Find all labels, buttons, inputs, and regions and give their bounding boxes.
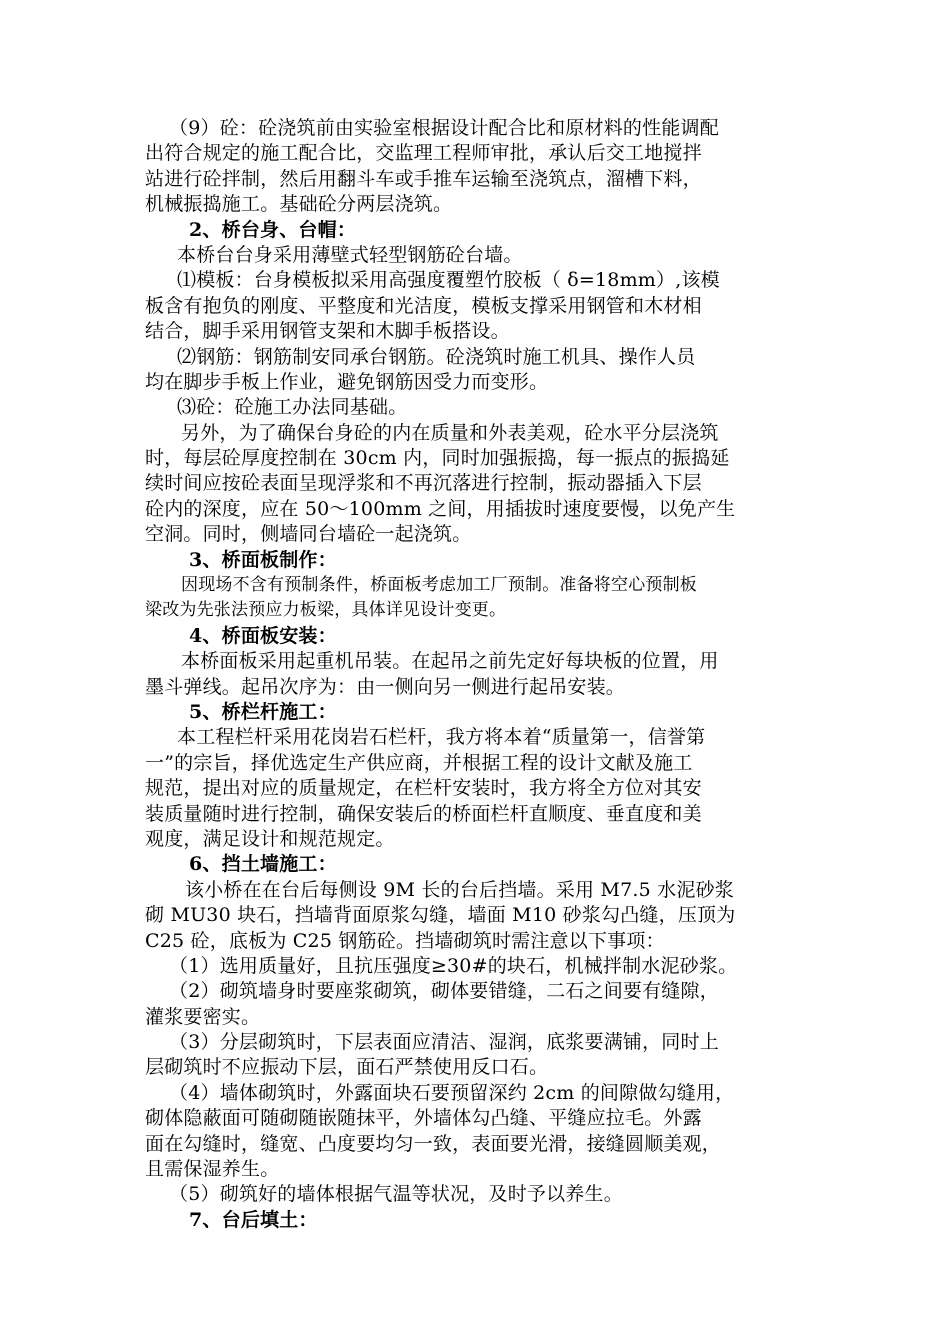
text-line: （4）墙体砌筑时，外露面块石要预留深约 2cm 的间隙做勾缝用， (169, 1081, 735, 1104)
text-line: 站进行砼拌制，然后用翻斗车或手推车运输至浇筑点，溜槽下料， (145, 167, 702, 190)
text-line: 灌浆要密实。 (145, 1005, 261, 1028)
text-line: 续时间应按砼表面呈现浮浆和不再沉落进行控制，振动器插入下层 (145, 472, 702, 495)
text-line: 砌 MU30 块石，挡墙背面原浆勾缝，墙面 M10 砂浆勾凸缝，压顶为 (145, 904, 736, 927)
text-line: 空洞。同时，侧墙同台墙砼一起浇筑。 (145, 523, 472, 546)
text-line: 出符合规定的施工配合比，交监理工程师审批，承认后交工地搅拌 (145, 142, 702, 165)
text-line: 板含有抱负的刚度、平整度和光洁度，模板支撑采用钢管和木材相 (145, 294, 702, 317)
text-line: ⑵钢筋：钢筋制安同承台钢筋。砼浇筑时施工机具、操作人员 (177, 345, 696, 368)
text-line: 规范，提出对应的质量规定，在栏杆安装时，我方将全方位对其安 (145, 777, 702, 800)
section-heading: 3、桥面板制作： (189, 548, 337, 571)
text-line: （9）砼：砼浇筑前由实验室根据设计配合比和原材料的性能调配 (169, 117, 719, 139)
text-line: （3）分层砌筑时，下层表面应清洁、湿润，底浆要满铺，同时上 (169, 1031, 719, 1054)
text-line: 观度，满足设计和规范规定。 (145, 827, 395, 850)
text-line: ⑴模板：台身模板拟采用高强度覆塑竹胶板（ δ=18mm）,该模 (177, 269, 720, 292)
text-line: 且需保湿养生。 (145, 1158, 280, 1181)
text-line: 时，每层砼厚度控制在 30cm 内，同时加强振捣，每一振点的振捣延 (145, 447, 730, 470)
text-line: 本桥台台身采用薄壁式轻型钢筋砼台墙。 (177, 243, 523, 266)
text-line: 因现场不含有预制条件，桥面板考虑加工厂预制。准备将空心预制板 (181, 575, 697, 596)
text-line: （5）砌筑好的墙体根据气温等状况，及时予以养生。 (169, 1183, 623, 1206)
text-line: 机械振捣施工。基础砼分两层浇筑。 (145, 193, 453, 216)
text-line: 梁改为先张法预应力板梁，具体详见设计变更。 (145, 600, 507, 621)
text-line: 装质量随时进行控制，确保安装后的桥面栏杆直顺度、垂直度和美 (145, 802, 702, 825)
section-heading: 2、桥台身、台帽： (189, 218, 357, 241)
text-line: 该小桥在在台后每侧设 9M 长的台后挡墙。采用 M7.5 水泥砂浆 (185, 878, 734, 901)
text-line: ⑶砼：砼施工办法同基础。 (177, 396, 408, 419)
text-line: 结合，脚手采用钢管支架和木脚手板搭设。 (145, 320, 510, 343)
text-line: 层砌筑时不应振动下层，面石严禁使用反口石。 (145, 1056, 549, 1079)
text-line: 砌体隐蔽面可随砌随嵌随抹平，外墙体勾凸缝、平缝应拉毛。外露 (145, 1107, 702, 1130)
section-heading: 6、挡土墙施工： (189, 853, 337, 876)
section-heading: 7、台后填土： (189, 1208, 318, 1231)
text-line: 墨斗弹线。起吊次序为：由一侧向另一侧进行起吊安装。 (145, 675, 626, 698)
text-line: （1）选用质量好，且抗压强度≥30#的块石，机械拌制水泥砂浆。 (169, 954, 738, 977)
text-line: 砼内的深度，应在 50～100mm 之间，用插拔时速度要慢，以免产生 (145, 497, 736, 520)
section-heading: 5、桥栏杆施工： (189, 700, 337, 723)
text-line: 面在勾缝时，缝宽、凸度要均匀一致，表面要光滑，接缝圆顺美观， (145, 1132, 722, 1155)
text-line: （2）砌筑墙身时要座浆砌筑，砌体要错缝，二石之间要有缝隙， (169, 980, 719, 1003)
section-heading: 4、桥面板安装： (189, 624, 337, 647)
text-line: C25 砼，底板为 C25 钢筋砼。挡墙砌筑时需注意以下事项： (145, 929, 665, 952)
text-line: 一”的宗旨，择优选定生产供应商，并根据工程的设计文献及施工 (145, 751, 693, 774)
document-page (145, 116, 817, 1233)
text-line: 另外，为了确保台身砼的内在质量和外表美观，砼水平分层浇筑 (181, 421, 719, 444)
text-line: 均在脚步手板上作业，避免钢筋因受力而变形。 (145, 370, 549, 393)
text-line: 本桥面板采用起重机吊装。在起吊之前先定好每块板的位置，用 (181, 650, 719, 673)
text-line: 本工程栏杆采用花岗岩石栏杆，我方将本着“质量第一，信誉第 (177, 726, 706, 749)
